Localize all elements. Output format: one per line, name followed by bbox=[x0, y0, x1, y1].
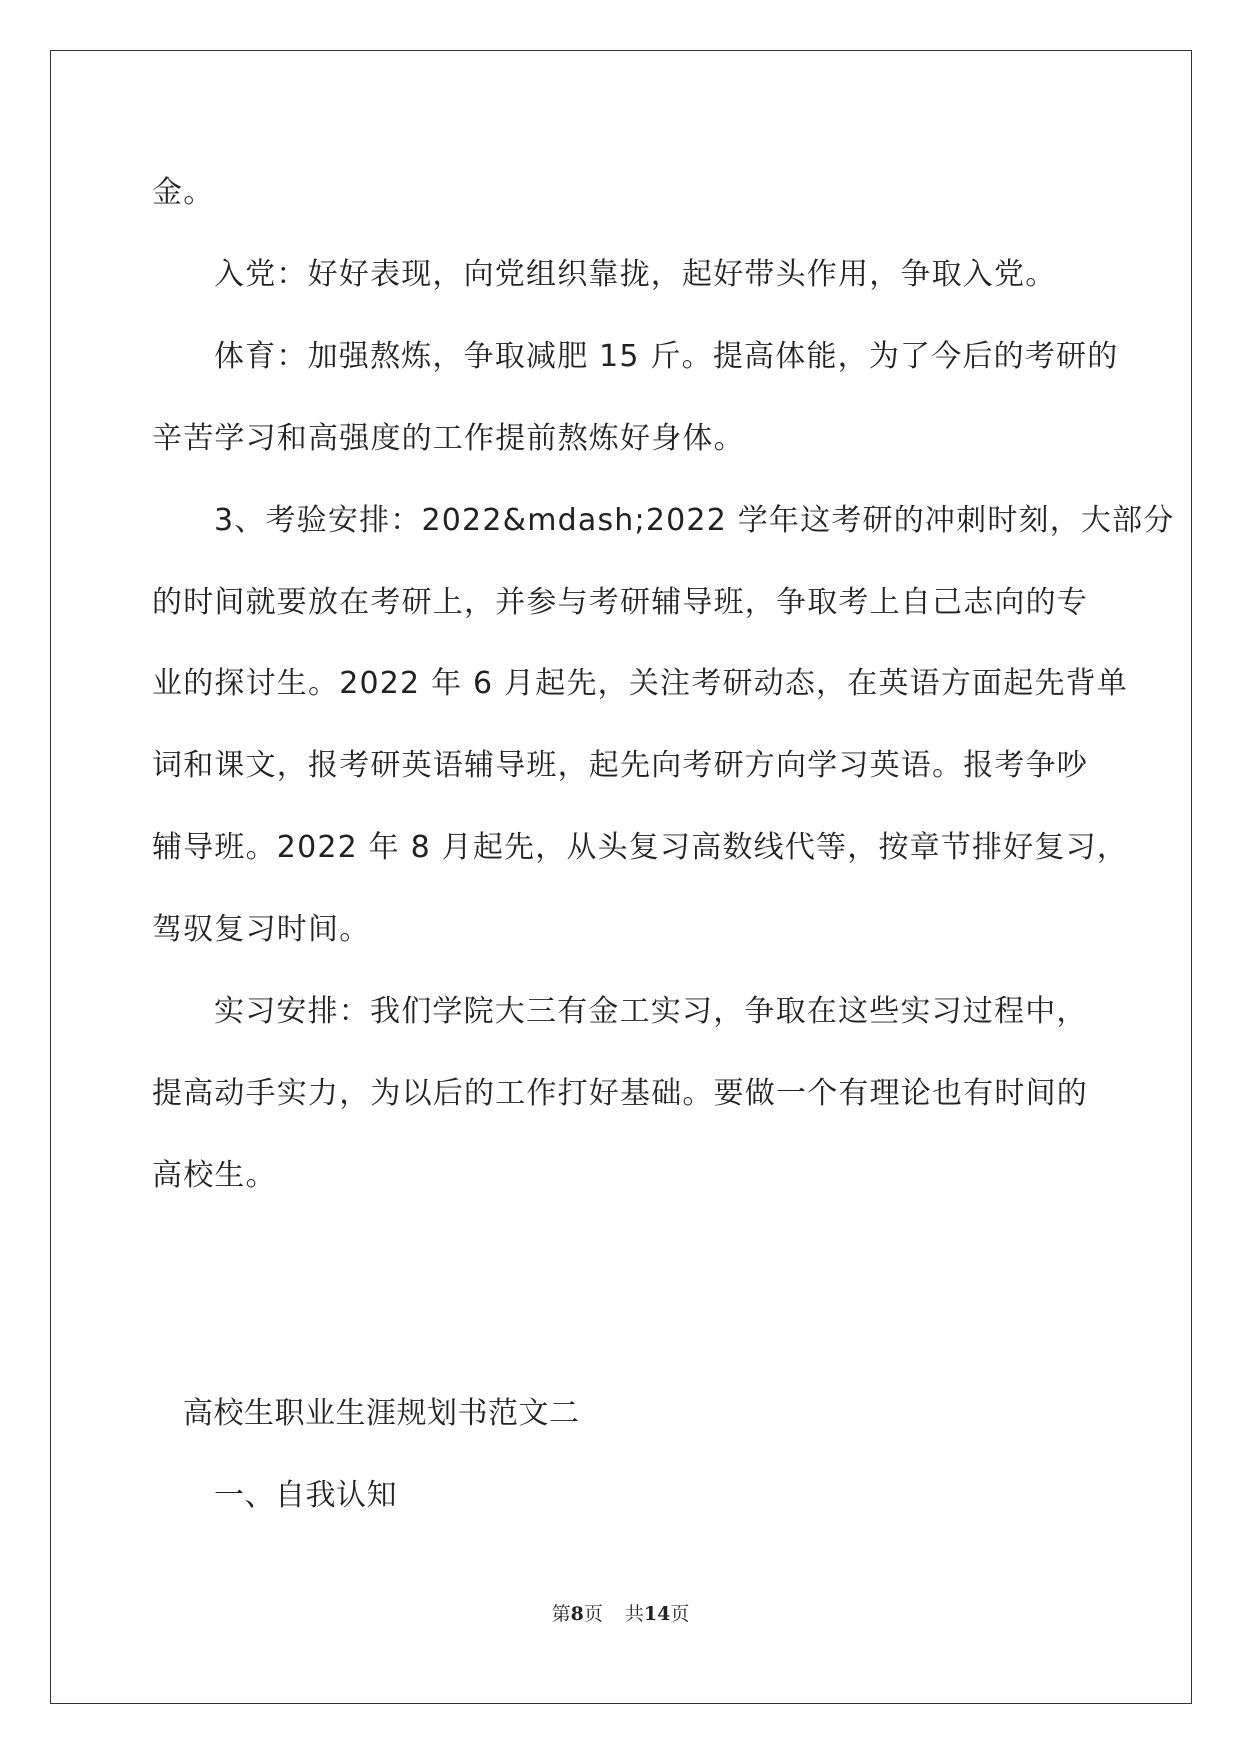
section-title: 高校生职业生涯规划书范文二 bbox=[183, 1396, 580, 1431]
page-number: 8 bbox=[570, 1603, 584, 1625]
text-line: 高校生。 bbox=[152, 1158, 277, 1193]
text-line: 业的探讨生。2022 年 6 月起先，关注考研动态，在英语方面起先背单 bbox=[152, 666, 1129, 701]
total-prefix: 共 bbox=[624, 1603, 644, 1625]
total-suffix: 页 bbox=[670, 1603, 690, 1625]
text-line: 提高动手实力，为以后的工作打好基础。要做一个有理论也有时间的 bbox=[152, 1076, 1088, 1111]
text-line: 驾驭复习时间。 bbox=[152, 912, 371, 947]
page-prefix: 第 bbox=[551, 1603, 571, 1625]
text-line: 实习安排：我们学院大三有金工实习，争取在这些实习过程中， bbox=[214, 994, 1088, 1029]
text-line: 体育：加强熬炼，争取减肥 15 斤。提高体能，为了今后的考研的 bbox=[214, 339, 1119, 374]
text-line: 词和课文，报考研英语辅导班，起先向考研方向学习英语。报考争吵 bbox=[152, 748, 1088, 783]
subsection-title: 一、自我认知 bbox=[214, 1478, 397, 1513]
text-line: 3、考验安排：2022&mdash;2022 学年这考研的冲刺时刻，大部分 bbox=[214, 503, 1175, 538]
text-line: 辅导班。2022 年 8 月起先，从头复习高数线代等，按章节排好复习， bbox=[152, 830, 1129, 865]
text-line: 入党：好好表现，向党组织靠拢，起好带头作用，争取入党。 bbox=[214, 257, 1057, 292]
text-line: 辛苦学习和高强度的工作提前熬炼好身体。 bbox=[152, 421, 745, 456]
page-border bbox=[50, 50, 1192, 1704]
text-line: 的时间就要放在考研上，并参与考研辅导班，争取考上自己志向的专 bbox=[152, 585, 1088, 620]
page-suffix: 页 bbox=[583, 1603, 603, 1625]
text-line: 金。 bbox=[152, 175, 215, 210]
total-pages: 14 bbox=[643, 1603, 671, 1625]
page-footer bbox=[0, 1602, 1241, 1626]
